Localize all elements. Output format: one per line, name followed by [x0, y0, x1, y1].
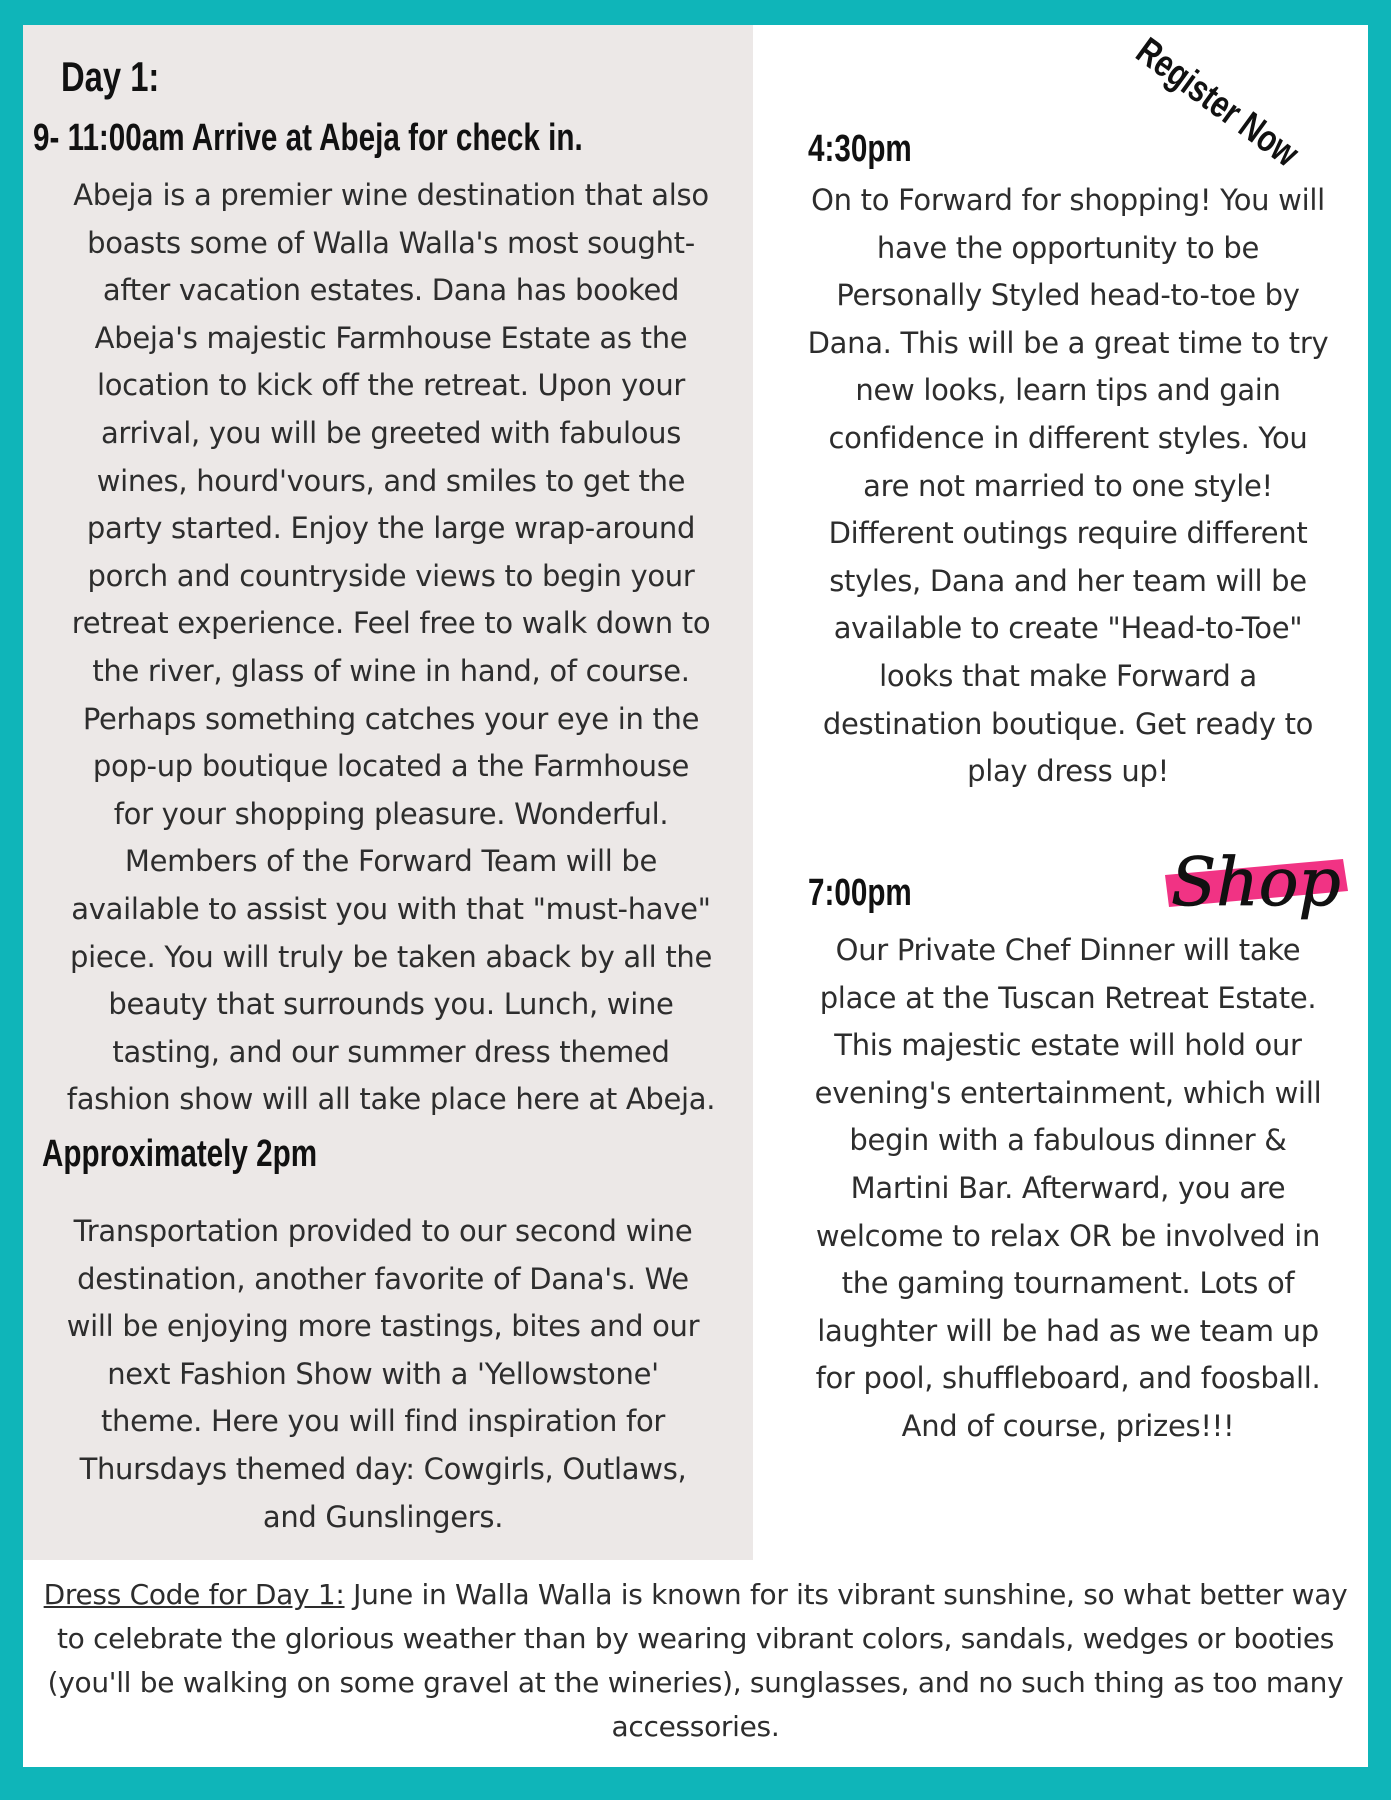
text-line: the gaming tournament. Lots of	[841, 1266, 1295, 1301]
text-line: pop-up boutique located a the Farmhouse	[92, 749, 690, 784]
arrival-heading: 9- 11:00am Arrive at Abeja for check in.	[33, 117, 583, 159]
itinerary-page	[23, 25, 1368, 1767]
text-line: Abeja is a premier wine destination that also	[73, 178, 709, 212]
text-line: Dana. This will be a great time to try	[807, 325, 1329, 360]
dress-code-note	[33, 1573, 1358, 1749]
text-line: play dress up!	[967, 754, 1169, 789]
text-line: boasts some of Walla Walla's most sought-	[87, 225, 695, 260]
text-line: begin with a fabulous dinner &	[849, 1123, 1287, 1158]
text-line: Thursdays themed day: Cowgirls, Outlaws,	[79, 1451, 687, 1486]
text-line: tasting, and our summer dress themed	[112, 1034, 670, 1069]
abeja-description	[25, 172, 757, 1124]
text-line: evening's entertainment, which will	[814, 1075, 1322, 1110]
text-line: Our Private Chef Dinner will take	[835, 933, 1301, 967]
text-line: party started. Enjoy the large wrap-around	[86, 511, 696, 546]
text-line: welcome to relax OR be involved in	[815, 1218, 1321, 1253]
text-line: piece. You will truly be taken aback by all the	[69, 939, 713, 974]
transport-description	[33, 1208, 733, 1541]
text-line: Martini Bar. Afterward, you are	[850, 1170, 1286, 1205]
text-line: On to Forward for shopping! You will	[811, 183, 1325, 217]
shopping-time-heading: 4:30pm	[808, 128, 912, 170]
text-line: styles, Dana and her team will be	[829, 563, 1307, 598]
text-line: and Gunslingers.	[262, 1499, 504, 1534]
text-line: available to create "Head-to-Toe"	[833, 611, 1303, 646]
text-line: next Fashion Show with a 'Yellowstone'	[107, 1356, 659, 1391]
dinner-time-heading: 7:00pm	[808, 872, 912, 914]
text-line: laughter will be had as we team up	[817, 1313, 1319, 1348]
shop-script-graphic	[1143, 815, 1383, 955]
text-line: fashion show will all take place here at Abeja.	[66, 1082, 716, 1117]
dress-code-label: Dress Code for Day 1:	[43, 1578, 345, 1611]
text-line: destination boutique. Get ready to	[822, 706, 1314, 741]
text-line: have the opportunity to be	[876, 230, 1260, 265]
text-line: Members of the Forward Team will be	[124, 844, 658, 879]
text-line: wines, hourd'vours, and smiles to get the	[96, 463, 686, 498]
text-line: available to assist you with that "must-have"	[71, 891, 711, 926]
text-line: destination, another favorite of Dana's. We	[77, 1261, 689, 1296]
text-line: And of course, prizes!!!	[901, 1408, 1235, 1443]
text-line: will be enjoying more tastings, bites and our	[66, 1309, 700, 1344]
text-line: Different outings require different	[828, 516, 1308, 551]
text-line: for your shopping pleasure. Wonderful.	[113, 796, 669, 831]
dress-code-text: June in Walla Walla is known for its vibrant sunshine, so what better way to celebrate the glorious weather than by wearing vibrant colors, sandals, wedges or booties (you'll be walking on some gravel at the wineries), sunglasses, and no such thing as too many accessories.	[47, 1578, 1348, 1743]
text-line: Transportation provided to our second wine	[73, 1214, 693, 1248]
text-line: location to kick off the retreat. Upon your	[96, 368, 686, 403]
register-now-link[interactable]: Register Now	[1128, 30, 1307, 176]
text-line: for pool, shuffleboard, and foosball.	[815, 1361, 1321, 1396]
text-line: new looks, learn tips and gain	[855, 373, 1281, 408]
text-line: Perhaps something catches your eye in the	[82, 701, 700, 736]
text-line: Personally Styled head-to-toe by	[836, 278, 1300, 313]
text-line: place at the Tuscan Retreat Estate.	[819, 980, 1317, 1015]
text-line: porch and countryside views to begin your	[87, 558, 695, 593]
text-line: Abeja's majestic Farmhouse Estate as the	[94, 320, 688, 355]
text-line: the river, glass of wine in hand, of course.	[92, 653, 690, 688]
text-line: retreat experience. Feel free to walk down to	[71, 606, 711, 641]
text-line: after vacation estates. Dana has booked	[102, 273, 680, 308]
dinner-description	[778, 927, 1358, 1451]
text-line: beauty that surrounds you. Lunch, wine	[108, 987, 674, 1022]
text-line: are not married to one style!	[863, 468, 1273, 503]
text-line: This majestic estate will hold our	[834, 1028, 1302, 1063]
day-title: Day 1:	[61, 53, 160, 100]
text-line: arrival, you will be greeted with fabulous	[100, 415, 682, 450]
text-line: looks that make Forward a	[879, 658, 1257, 693]
shop-script-text: Shop	[1171, 844, 1341, 921]
shopping-description	[778, 177, 1358, 796]
text-line: theme. Here you will find inspiration for	[100, 1404, 666, 1439]
afternoon-transport-heading: Approximately 2pm	[42, 1133, 318, 1175]
text-line: confidence in different styles. You	[828, 420, 1308, 455]
